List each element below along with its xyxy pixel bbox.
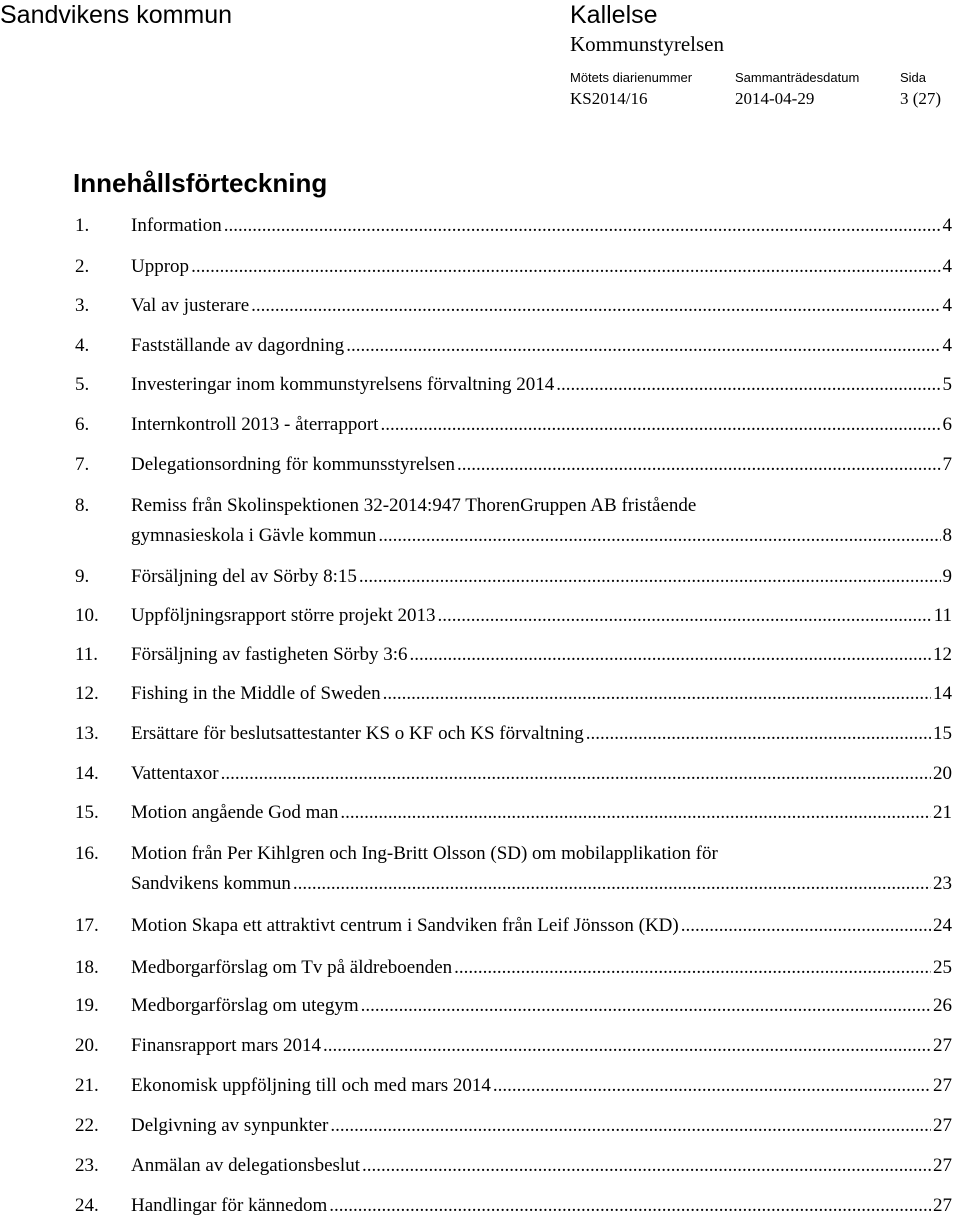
toc-leader-dots [362, 1154, 931, 1178]
toc-entry-line [131, 524, 952, 548]
toc-entry-line [131, 1114, 952, 1138]
toc-entry-line [131, 1154, 952, 1178]
toc-entry[interactable] [0, 373, 960, 397]
toc-entry-line [131, 1034, 952, 1058]
toc-entry-number: 20. [75, 1035, 99, 1056]
toc-entry[interactable] [0, 956, 960, 980]
meta-label-diarienummer: Mötets diarienummer [570, 70, 693, 85]
toc-entry-number: 7. [75, 454, 90, 475]
toc-entry[interactable] [0, 1194, 960, 1218]
toc-leader-dots [340, 801, 931, 825]
toc-entry[interactable] [0, 994, 960, 1018]
toc-entry-title: Försäljning av fastigheten Sörby 3:6 [131, 644, 408, 665]
toc-leader-dots [556, 373, 940, 397]
toc-entry-page: 4 [942, 335, 952, 356]
toc-entry-page: 27 [933, 1035, 952, 1056]
toc-leader-dots [437, 604, 931, 628]
toc-entry-number: 21. [75, 1075, 99, 1096]
toc-leader-dots [681, 914, 931, 938]
toc-entry-line [131, 565, 952, 589]
toc-entry-title: Val av justerare [131, 295, 250, 316]
toc-entry-page: 20 [933, 763, 952, 784]
toc-entry-number: 1. [75, 215, 90, 236]
toc-entry-page: 4 [942, 256, 952, 277]
toc-entry-page: 24 [933, 915, 952, 936]
toc-entry-title: gymnasieskola i Gävle kommun [131, 525, 377, 546]
toc-leader-dots [330, 1114, 931, 1138]
toc-entry-line [131, 334, 952, 358]
toc-leader-dots [361, 994, 931, 1018]
toc-entry-page: 26 [933, 995, 952, 1016]
toc-entry-number: 24. [75, 1195, 99, 1216]
meta-value-datum: 2014-04-29 [735, 89, 815, 108]
toc-entry-title: Anmälan av delegationsbeslut [131, 1155, 360, 1176]
toc-entry-page: 21 [933, 802, 952, 823]
toc-entry-title-line1: Motion från Per Kihlgren och Ing-Britt Olsson (SD) om mobilapplikation för [131, 843, 718, 864]
toc-leader-dots [359, 565, 941, 589]
toc-entry[interactable] [0, 1034, 960, 1058]
toc-entry-number: 13. [75, 723, 99, 744]
toc-entry-line [131, 294, 952, 318]
toc-entry-line [131, 214, 952, 238]
toc-entry-title: Försäljning del av Sörby 8:15 [131, 566, 357, 587]
toc-entry-title: Fishing in the Middle of Sweden [131, 683, 381, 704]
meta-label-sida: Sida [900, 70, 927, 85]
toc-entry[interactable] [0, 413, 960, 437]
toc-entry-page: 5 [942, 374, 952, 395]
toc-leader-dots [191, 255, 940, 279]
toc-entry[interactable] [0, 842, 960, 898]
toc-entry[interactable] [0, 1074, 960, 1098]
toc-entry-number: 9. [75, 566, 90, 587]
toc-entry[interactable] [0, 1114, 960, 1138]
toc-leader-dots [251, 294, 940, 318]
toc-entry-line [131, 373, 952, 397]
toc-entry-title: Fastställande av dagordning [131, 335, 345, 356]
toc-entry-title: Handlingar för kännedom [131, 1195, 328, 1216]
toc-entry-number: 5. [75, 374, 90, 395]
toc-entry-title: Internkontroll 2013 - återrapport [131, 414, 379, 435]
toc-entry-page: 12 [933, 644, 952, 665]
toc-entry-page: 27 [933, 1115, 952, 1136]
toc-entry[interactable] [0, 722, 960, 746]
toc-entry-line [131, 914, 952, 938]
toc-entry-title-line1: Remiss från Skolinspektionen 32-2014:947 ThorenGruppen AB fristående [131, 495, 697, 516]
toc-entry-line [131, 956, 952, 980]
toc-entry-page: 15 [933, 723, 952, 744]
toc-entry-title: Finansrapport mars 2014 [131, 1035, 321, 1056]
toc-entry-line [131, 762, 952, 786]
toc-entry[interactable] [0, 214, 960, 238]
toc-entry-title: Motion angående God man [131, 802, 339, 823]
toc-leader-dots [457, 453, 940, 477]
toc-entry-line [131, 1074, 952, 1098]
toc-leader-dots [586, 722, 931, 746]
toc-entry[interactable] [0, 294, 960, 318]
toc-entry-title: Motion Skapa ett attraktivt centrum i Sandviken från Leif Jönsson (KD) [131, 915, 679, 936]
toc-leader-dots [380, 413, 940, 437]
toc-entry-title: Ekonomisk uppföljning till och med mars 2014 [131, 1075, 491, 1096]
toc-entry-number: 11. [75, 644, 99, 665]
toc-entry-number: 17. [75, 915, 99, 936]
toc-entry-page: 11 [933, 605, 952, 626]
toc-entry-number: 18. [75, 957, 99, 978]
toc-entry-number: 14. [75, 763, 99, 784]
toc-leader-dots [454, 956, 931, 980]
toc-entry-page: 27 [933, 1195, 952, 1216]
toc-entry-number: 10. [75, 605, 99, 626]
toc-leader-dots [224, 214, 941, 238]
toc-entry[interactable] [0, 565, 960, 589]
toc-leader-dots [293, 872, 931, 896]
toc-entry-page: 27 [933, 1075, 952, 1096]
toc-entry-number: 6. [75, 414, 90, 435]
toc-entry-line [131, 682, 952, 706]
toc-entry-number: 4. [75, 335, 90, 356]
toc-entry[interactable] [0, 762, 960, 786]
committee-name: Kommunstyrelsen [570, 32, 724, 56]
toc-entry-page: 23 [933, 873, 952, 894]
toc-entry[interactable] [0, 494, 960, 550]
toc-entry-line [131, 994, 952, 1018]
toc-entry-page: 27 [933, 1155, 952, 1176]
toc-entry-page: 4 [942, 295, 952, 316]
toc-leader-dots [329, 1194, 931, 1218]
toc-entry-title: Medborgarförslag om utegym [131, 995, 359, 1016]
meta-label-datum: Sammanträdesdatum [735, 70, 860, 85]
toc-leader-dots [221, 762, 931, 786]
toc-entry-number: 15. [75, 802, 99, 823]
toc-entry-line [131, 801, 952, 825]
toc-leader-dots [346, 334, 940, 358]
toc-entry-line [131, 1194, 952, 1218]
toc-entry-line [131, 453, 952, 477]
meta-value-diarienummer: KS2014/16 [570, 89, 648, 108]
toc-entry-title: Information [131, 215, 222, 236]
toc-entry-number: 12. [75, 683, 99, 704]
toc-entry[interactable] [0, 914, 960, 938]
toc-entry-line [131, 255, 952, 279]
toc-entry-page: 9 [942, 566, 952, 587]
organization-name: Sandvikens kommun [0, 1, 233, 29]
toc-entry-page: 25 [933, 957, 952, 978]
toc-entry[interactable] [0, 453, 960, 477]
toc-entry[interactable] [0, 643, 960, 667]
toc-entry-line [131, 413, 952, 437]
toc-entry-number: 23. [75, 1155, 99, 1176]
toc-leader-dots [410, 643, 931, 667]
toc-entry-title: Delegationsordning för kommunsstyrelsen [131, 454, 456, 475]
toc-entry[interactable] [0, 1154, 960, 1178]
toc-leader-dots [493, 1074, 931, 1098]
toc-entry-number: 2. [75, 256, 90, 277]
document-type: Kallelse [570, 1, 658, 29]
toc-leader-dots [383, 682, 931, 706]
toc-entry-title: Upprop [131, 256, 190, 277]
toc-entry-page: 4 [942, 215, 952, 236]
toc-entry-number: 22. [75, 1115, 99, 1136]
toc-entry-title: Uppföljningsrapport större projekt 2013 [131, 605, 436, 626]
toc-entry-page: 7 [942, 454, 952, 475]
meta-value-sida: 3 (27) [900, 89, 942, 108]
toc-entry-number: 3. [75, 295, 90, 316]
toc-entry-title: Medborgarförslag om Tv på äldreboenden [131, 957, 453, 978]
toc-entry-title: Sandvikens kommun [131, 873, 291, 894]
toc-entry[interactable] [0, 682, 960, 706]
toc-entry-page: 8 [942, 525, 952, 546]
toc-leader-dots [378, 524, 940, 548]
toc-entry-title: Delgivning av synpunkter [131, 1115, 329, 1136]
toc-entry[interactable] [0, 604, 960, 628]
toc-entry-line [131, 722, 952, 746]
toc-entry-number: 19. [75, 995, 99, 1016]
toc-entry-title: Vattentaxor [131, 763, 219, 784]
toc-entry-title: Ersättare för beslutsattestanter KS o KF och KS förvaltning [131, 723, 584, 744]
toc-entry[interactable] [0, 334, 960, 358]
toc-entry-line [131, 604, 952, 628]
toc-entry-line [131, 872, 952, 896]
toc-entry-page: 6 [942, 414, 952, 435]
toc-entry[interactable] [0, 801, 960, 825]
toc-entry-title: Investeringar inom kommunstyrelsens förvaltning 2014 [131, 374, 555, 395]
toc-entry-line [131, 643, 952, 667]
toc-leader-dots [323, 1034, 931, 1058]
toc-entry-number: 8. [75, 495, 90, 516]
toc-entry[interactable] [0, 255, 960, 279]
toc-entry-number: 16. [75, 843, 99, 864]
toc-entry-page: 14 [933, 683, 952, 704]
toc-title: Innehållsförteckning [73, 168, 328, 198]
